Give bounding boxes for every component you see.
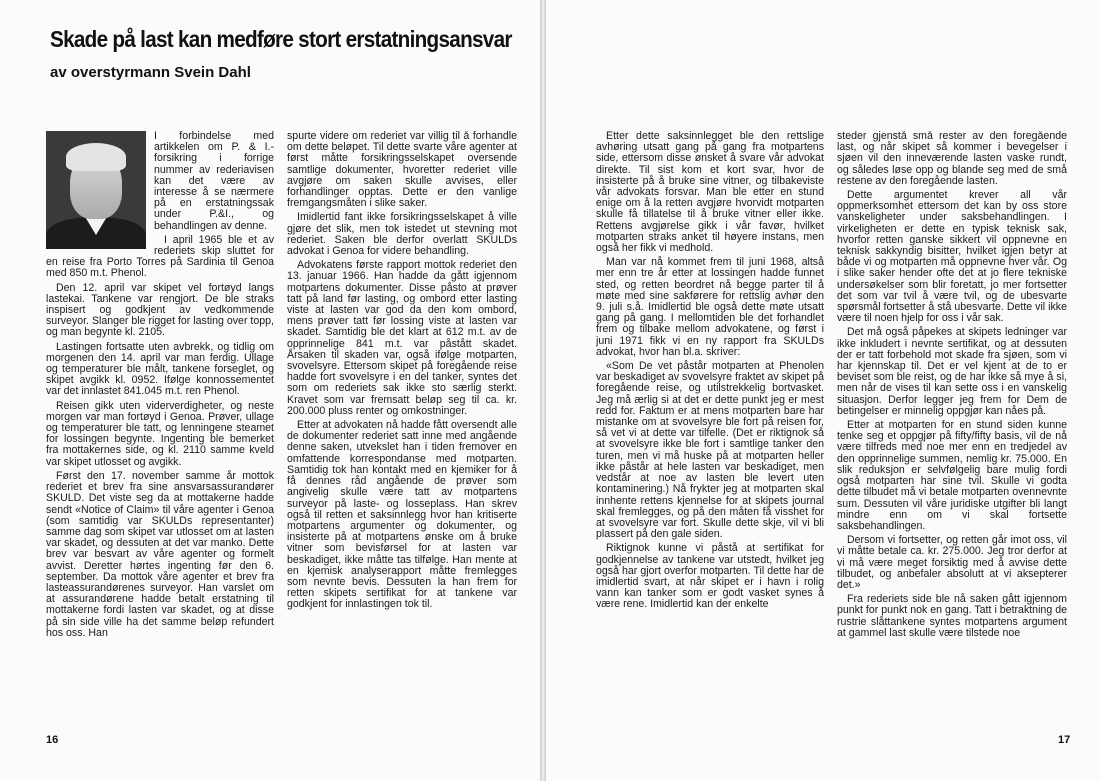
- right-page-column-2: [837, 131, 1067, 721]
- paragraph: Etter at motparten for en stund siden kunne tenke seg et oppgjør på fifty/fifty basis, vil de nå være tilfreds med noe mer enn en tredjedel av den opprinnelige summen, nemlig kr. 75.000. En slik reduksjon er selvfølgelig bare mulig fordi også motparten har sine tvil. Skulle vi godta dette tilbudet må vi betale motparten ovennevnte sum. Dessuten vil våre juridiske utgifter bli langt mindre enn om vi skal fortsette saksbehandlingen.: [837, 419, 1067, 532]
- paragraph: Reisen gikk uten viderverdigheter, og neste morgen var man fortøyd i Genoa. Prøver, ullage og temperaturer ble tatt, og lenningene steamet for lossingen begynte. Ingenting ble bemerket fra mottakernes side, og kl. 2110 samme kveld var skipet utlosset og avgikk.: [46, 399, 274, 468]
- author-photo: [46, 131, 146, 249]
- paragraph: Imidlertid fant ikke forsikringsselskapet å ville gjøre det slik, men tok istedet ut stevning mot rederiet. Saken ble derfor overlatt SKULDs advokat i Genoa for videre behandling.: [287, 211, 517, 258]
- paragraph: Etter dette saksinnlegget ble den rettslige avhøring utsatt gang på gang fra motpartens side, ettersom disse ønsket å svare vår advokat direkte. Til sist kom et kort svar, hvor de insisterte på å bruke sine vitner, og tilbakeviste vår advokats forsvar. Man ble etter en stund enige om å la retten avgjøre hvorvidt motparten skulle få tillatelse til å bruke vitner eller ikke. Rettens avgjørelse gikk i vår favør, hvilket motparten straks anket til høyere instans, men også her fikk vi medhold.: [596, 131, 824, 255]
- article-byline: av overstyrmann Svein Dahl: [50, 64, 251, 81]
- paragraph: Først den 17. november samme år mottok rederiet et brev fra sine ansvarsassurandører SKULD. Det viste seg da at mottakerne hadde sendt «Notice of Claim» til våre agenter i Genoa (som samtidig var SKULDs representanter) samme dag som skipet var utlosset om at lasten var skadet, og dessuten at det var manko. Dette brev var besvart av våre agenter og formelt avvist. Deretter hørtes ingenting før den 6. september. Da mottok våre agenter et brev fra lasteassurandørenes surveyor. Han varslet om at assurandørene hadde betalt erstatning til mottakerne fordi lasten var skadet, og at disse på sin side ville ha det samme beløp refundert hos oss. Han: [46, 469, 274, 639]
- left-page-column-1: [46, 131, 274, 721]
- paragraph: Den 12. april var skipet vel fortøyd langs lastekai. Tankene var rengjort. De ble straks inspisert og godkjent av vedkommende surveyor. Slanger ble rigget for lasting over topp, og man begynte kl. 2105.: [46, 281, 274, 339]
- paragraph: Det må også påpekes at skipets ledninger var ikke inkludert i nevnte sertifikat, og at dessuten der er tatt forbehold mot skade fra sjøen, som vi har kjennskap til. Det er vel kjent at de to er beviset som ble reist, og de har ikke så mye å si, men når de vises til kan sette oss i en vanskelig situasjon. Derfor legger jeg frem for Dem de betingelser er minnelig oppgjør kan nåes på.: [837, 326, 1067, 417]
- paragraph: Lastingen fortsatte uten avbrekk, og tidlig om morgenen den 14. april var man ferdig. Ullage og temperaturer ble målt, tankene forseglet, og skipet avgikk kl. 0952. Ifølge konnossementet var det innlastet 841.045 m.t. ren Phenol.: [46, 340, 274, 398]
- paragraph: Advokatens første rapport mottok rederiet den 13. januar 1966. Han hadde da gått igjennom motpartens dokumenter. Disse påsto at prøver tatt på land før lasting, og ombord etter lasting viste at lasten var god da den kom ombord, mens prøver tatt før lossing viste at lasten var skadet. Samtidig ble det klart at 612 m.t. av de opprinnelige 841 m.t. var påstått skadet. Årsaken til skaden var, også ifølge motparten, svovelsyre. Ettersom skipet på foregående reise hadde fort svovelsyre i en del tanker, syntes det som om rederiets sak ikke sto særlig sterkt. Kravet som var fremsatt beløp seg til ca. kr. 200.000 pluss renter og omkostninger.: [287, 259, 517, 417]
- paragraph: «Som De vet påstår motparten at Phenolen var beskadiget av svovelsyre fraktet av skipet på foregående reise, og utilstrekkelig bortvasket. Jeg må ærlig si at det er dette punkt jeg er mest redd for. Faktum er at mens motparten bare har mistanke om at svovelsyre ble fort på reisen for, så vet vi at dette var tilfelle. (Det er riktignok så at svovelsyre ikke ble fort i samtlige tanker den turen, men vi må huske på at motparten heller ikke påstår at hele lasten var beskadiget, men vedstår at noe av lasten ble levert uten kontaminering.) Nå frykter jeg at motparten skal innhente rettens kjennelse for at skipets journal skal fremlegges, og på den måten få visshet for at svovelsyre var fort. Skulle dette skje, vil vi bli plassert på den gale siden.: [596, 360, 824, 541]
- left-page: [0, 0, 540, 781]
- right-page-column-1: [596, 131, 824, 721]
- paragraph: Man var nå kommet frem til juni 1968, altså mer enn tre år etter at lossingen hadde funnet sted, og retten beordret nå begge parter til å møte med sine sakførere for rettslig avhør den 9. juli s.å. Imidlertid ble også dette møte utsatt gang på gang. I mellomtiden ble det forhandlet frem og tilbake mellom advokatene, og først i juni 1971 fikk vi en ny rapport fra SKULDs advokat, hvor han bl.a. skriver:: [596, 256, 824, 358]
- right-page: [546, 0, 1100, 781]
- paragraph: Etter at advokaten nå hadde fått oversendt alle de dokumenter rederiet satt inne med angående denne saken, utvekslet han i tiden fremover en omfattende korrespondanse med motparten. Samtidig tok han kontakt med en kjemiker for å få dennes råd angående de prøver som angivelig skulle være tatt av motpartens surveyor på laste- og losseplass. Han skrev også til retten et saksinnlegg hvor han kritiserte motpartens argumenter og dokumenter, og insisterte på at motpartens ønske om å bruke vitner som bevisførsel for at lasten var beskadiget, ikke måtte tas tilfølge. Han mente at en kjemisk analyserapport måtte fremlegges som nevnte bevis. Dessuten la han frem for retten skipets sertifikat for at tankene var godkjent for innlastingen tok til.: [287, 419, 517, 611]
- paragraph: Dersom vi fortsetter, og retten går imot oss, vil vi måtte betale ca. kr. 275.000. Jeg tror derfor at vi må være meget forsiktig med å avvise dette tilbudet, og anbefaler absolutt at vi aksepterer det.»: [837, 534, 1067, 591]
- paragraph: Fra rederiets side ble nå saken gått igjennom punkt for punkt nok en gang. Tatt i betraktning de rustrie slåttankene syntes motpartens argument at gammel last skulle være tilstede noe: [837, 593, 1067, 639]
- left-page-column-2: [287, 131, 517, 721]
- paragraph: Riktignok kunne vi påstå at sertifikat for godkjennelse av tankene var utstedt, hvilket jeg også har gjort overfor motparten. Til dette har de imidlertid svart, at når skipet er i havn i rolig vann kan tanker som er godt vasket synes å være rene. Imidlertid kan der enkelte: [596, 542, 824, 611]
- paragraph: I forbindelse med artikkelen om P. & I.-forsikring i forrige nummer av rederiavisen kan det være av interesse å se nærmere på en erstatningssak under P.&I., og behandlingen av denne.: [154, 131, 274, 232]
- page-number-right: 17: [1058, 734, 1071, 746]
- paragraph: spurte videre om rederiet var villig til å forhandle om dette beløpet. Til dette svarte våre agenter at først måtte forsikringsselskapet oversende samtlige dokumenter, hvoretter rederiet ville avgjøre om saken skulle avvises, eller forhandlinger opptas. Dette er den vanlige fremgangsmåten i slike saker.: [287, 131, 517, 210]
- article-title: Skade på last kan medføre stort erstatningsansvar: [50, 26, 512, 52]
- author-photo-hair: [66, 143, 126, 171]
- paragraph: Dette argumentet krever all vår oppmerksomhet ettersom det kan by oss store vanskeligheter under saksbehandlingen. I virkeligheten er dette en typisk teknisk sak, hvorfor retten ganske sikkert vil oppnevne en teknisk sakkyndig bisitter, hvilket igjen betyr at både vi og motparten må oppnevne hver vår. Og i slike saker hender ofte det at jo flere tekniske undersøkelser som blir foretatt, jo mer fortsetter det som var tvil å være tvil, og de ubesvarte spørsmål fortsetter å stå ubesvarte. Dette vil ikke være til noen hjelp for oss i vår sak.: [837, 189, 1067, 325]
- paragraph: steder gjenstå små rester av den foregående last, og når skipet så kommer i bevegelser i sjøen vil den inneværende lasten vaske rundt, og således løse opp og blande seg med de små restene av den foregående lasten.: [837, 131, 1067, 187]
- paragraph: I april 1965 ble et av rederiets skip sluttet for en reise fra Porto Torres på Sardinia til Genoa med 850 m.t. Phenol.: [46, 233, 274, 280]
- page-number-left: 16: [46, 734, 59, 746]
